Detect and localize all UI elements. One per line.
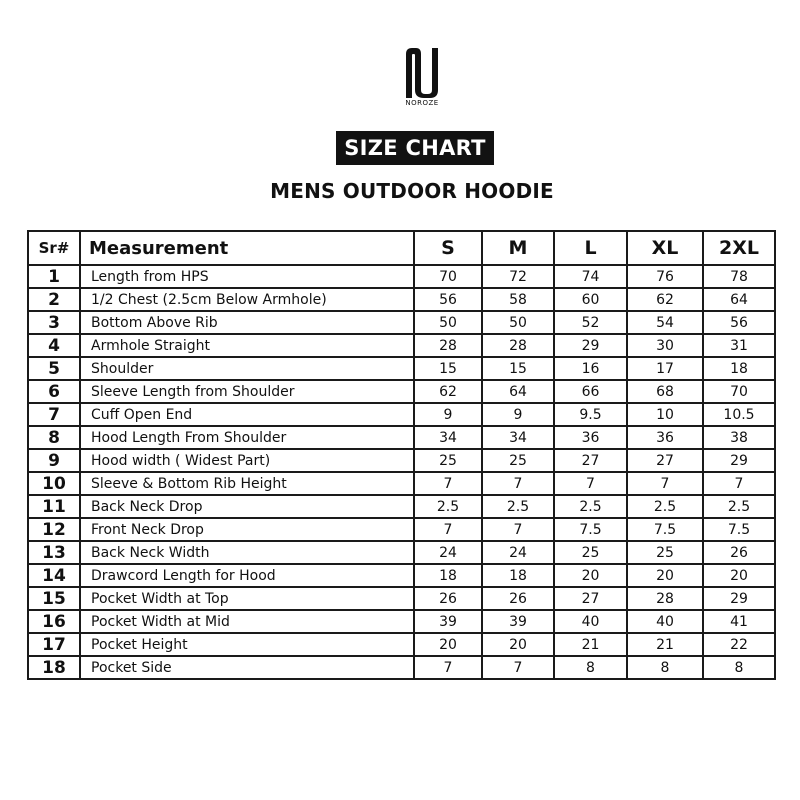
row-sr: 3 xyxy=(28,311,80,334)
table-row xyxy=(28,518,775,541)
header-measurement: Measurement xyxy=(80,231,414,265)
row-sr: 8 xyxy=(28,426,80,449)
row-value-m: 20 xyxy=(482,633,554,656)
row-value-xl: 7.5 xyxy=(627,518,703,541)
row-value-s: 50 xyxy=(414,311,482,334)
row-value-2xl: 70 xyxy=(703,380,775,403)
row-value-xl: 21 xyxy=(627,633,703,656)
table-row xyxy=(28,311,775,334)
row-value-2xl: 20 xyxy=(703,564,775,587)
table-row xyxy=(28,495,775,518)
row-value-xl: 30 xyxy=(627,334,703,357)
row-value-m: 50 xyxy=(482,311,554,334)
table-row xyxy=(28,288,775,311)
row-value-l: 2.5 xyxy=(554,495,627,518)
table-row xyxy=(28,656,775,679)
noroze-monogram-icon xyxy=(403,46,441,98)
row-value-xl: 40 xyxy=(627,610,703,633)
row-value-2xl: 26 xyxy=(703,541,775,564)
row-value-xl: 10 xyxy=(627,403,703,426)
row-value-xl: 7 xyxy=(627,472,703,495)
row-value-l: 21 xyxy=(554,633,627,656)
row-measurement: Drawcord Length for Hood xyxy=(80,564,414,587)
header-size-2xl: 2XL xyxy=(703,231,775,265)
row-value-xl: 8 xyxy=(627,656,703,679)
row-value-m: 2.5 xyxy=(482,495,554,518)
row-value-l: 60 xyxy=(554,288,627,311)
row-value-s: 28 xyxy=(414,334,482,357)
row-sr: 15 xyxy=(28,587,80,610)
row-value-xl: 17 xyxy=(627,357,703,380)
row-value-xl: 2.5 xyxy=(627,495,703,518)
table-row xyxy=(28,541,775,564)
row-value-m: 34 xyxy=(482,426,554,449)
row-value-2xl: 38 xyxy=(703,426,775,449)
brand-name: NOROZE xyxy=(405,99,439,107)
row-measurement: Pocket Side xyxy=(80,656,414,679)
row-measurement: Bottom Above Rib xyxy=(80,311,414,334)
row-value-s: 15 xyxy=(414,357,482,380)
row-sr: 12 xyxy=(28,518,80,541)
row-sr: 11 xyxy=(28,495,80,518)
row-sr: 2 xyxy=(28,288,80,311)
row-value-m: 9 xyxy=(482,403,554,426)
row-value-l: 52 xyxy=(554,311,627,334)
row-value-xl: 20 xyxy=(627,564,703,587)
row-sr: 4 xyxy=(28,334,80,357)
row-sr: 14 xyxy=(28,564,80,587)
row-value-m: 72 xyxy=(482,265,554,288)
row-value-s: 7 xyxy=(414,518,482,541)
row-value-m: 24 xyxy=(482,541,554,564)
row-value-l: 40 xyxy=(554,610,627,633)
row-value-m: 58 xyxy=(482,288,554,311)
table-row xyxy=(28,449,775,472)
row-value-2xl: 7.5 xyxy=(703,518,775,541)
row-value-2xl: 29 xyxy=(703,587,775,610)
row-value-xl: 28 xyxy=(627,587,703,610)
row-value-l: 8 xyxy=(554,656,627,679)
row-value-m: 26 xyxy=(482,587,554,610)
row-value-m: 39 xyxy=(482,610,554,633)
product-title: MENS OUTDOOR HOODIE xyxy=(270,179,554,203)
row-value-s: 34 xyxy=(414,426,482,449)
row-value-2xl: 7 xyxy=(703,472,775,495)
header-size-m: M xyxy=(482,231,554,265)
row-value-xl: 68 xyxy=(627,380,703,403)
row-measurement: Back Neck Width xyxy=(80,541,414,564)
row-value-s: 18 xyxy=(414,564,482,587)
row-value-2xl: 29 xyxy=(703,449,775,472)
table-row xyxy=(28,426,775,449)
row-value-xl: 36 xyxy=(627,426,703,449)
row-sr: 5 xyxy=(28,357,80,380)
row-measurement: Hood Length From Shoulder xyxy=(80,426,414,449)
row-value-m: 64 xyxy=(482,380,554,403)
row-value-2xl: 78 xyxy=(703,265,775,288)
row-value-l: 66 xyxy=(554,380,627,403)
table-row xyxy=(28,403,775,426)
row-sr: 9 xyxy=(28,449,80,472)
row-measurement: Back Neck Drop xyxy=(80,495,414,518)
table-row xyxy=(28,610,775,633)
row-value-s: 24 xyxy=(414,541,482,564)
row-value-2xl: 31 xyxy=(703,334,775,357)
table-header-row xyxy=(28,231,775,265)
row-sr: 7 xyxy=(28,403,80,426)
row-value-l: 7.5 xyxy=(554,518,627,541)
row-value-2xl: 10.5 xyxy=(703,403,775,426)
row-value-s: 2.5 xyxy=(414,495,482,518)
row-measurement: Length from HPS xyxy=(80,265,414,288)
row-value-2xl: 8 xyxy=(703,656,775,679)
row-value-s: 7 xyxy=(414,472,482,495)
row-value-2xl: 22 xyxy=(703,633,775,656)
row-value-m: 28 xyxy=(482,334,554,357)
row-sr: 17 xyxy=(28,633,80,656)
row-measurement: Sleeve Length from Shoulder xyxy=(80,380,414,403)
row-value-s: 20 xyxy=(414,633,482,656)
size-chart-table xyxy=(27,230,776,680)
row-value-m: 15 xyxy=(482,357,554,380)
row-value-m: 7 xyxy=(482,472,554,495)
table-row xyxy=(28,334,775,357)
row-value-xl: 54 xyxy=(627,311,703,334)
table-row xyxy=(28,472,775,495)
row-sr: 16 xyxy=(28,610,80,633)
row-measurement: Front Neck Drop xyxy=(80,518,414,541)
row-value-s: 25 xyxy=(414,449,482,472)
brand-logo xyxy=(386,46,458,116)
row-measurement: Sleeve & Bottom Rib Height xyxy=(80,472,414,495)
row-sr: 18 xyxy=(28,656,80,679)
row-measurement: Pocket Width at Mid xyxy=(80,610,414,633)
row-value-s: 70 xyxy=(414,265,482,288)
header-size-s: S xyxy=(414,231,482,265)
row-value-s: 56 xyxy=(414,288,482,311)
row-value-l: 16 xyxy=(554,357,627,380)
row-value-l: 27 xyxy=(554,587,627,610)
row-measurement: Shoulder xyxy=(80,357,414,380)
row-value-2xl: 2.5 xyxy=(703,495,775,518)
row-value-s: 9 xyxy=(414,403,482,426)
table-row xyxy=(28,357,775,380)
table-row xyxy=(28,265,775,288)
size-chart-banner: SIZE CHART xyxy=(336,131,494,165)
row-value-xl: 76 xyxy=(627,265,703,288)
header-size-xl: XL xyxy=(627,231,703,265)
table-row xyxy=(28,633,775,656)
row-value-2xl: 41 xyxy=(703,610,775,633)
row-value-xl: 62 xyxy=(627,288,703,311)
row-measurement: Pocket Height xyxy=(80,633,414,656)
row-value-m: 7 xyxy=(482,518,554,541)
row-value-xl: 27 xyxy=(627,449,703,472)
row-value-xl: 25 xyxy=(627,541,703,564)
row-value-l: 36 xyxy=(554,426,627,449)
table-row xyxy=(28,380,775,403)
header-size-l: L xyxy=(554,231,627,265)
row-value-l: 7 xyxy=(554,472,627,495)
row-value-l: 29 xyxy=(554,334,627,357)
table-row xyxy=(28,587,775,610)
row-value-s: 26 xyxy=(414,587,482,610)
row-value-2xl: 64 xyxy=(703,288,775,311)
row-value-2xl: 18 xyxy=(703,357,775,380)
row-sr: 6 xyxy=(28,380,80,403)
row-value-m: 7 xyxy=(482,656,554,679)
row-measurement: 1/2 Chest (2.5cm Below Armhole) xyxy=(80,288,414,311)
row-value-l: 74 xyxy=(554,265,627,288)
row-value-l: 20 xyxy=(554,564,627,587)
row-value-l: 9.5 xyxy=(554,403,627,426)
row-value-s: 7 xyxy=(414,656,482,679)
row-measurement: Armhole Straight xyxy=(80,334,414,357)
row-value-l: 25 xyxy=(554,541,627,564)
row-sr: 10 xyxy=(28,472,80,495)
row-value-2xl: 56 xyxy=(703,311,775,334)
row-sr: 1 xyxy=(28,265,80,288)
row-measurement: Hood width ( Widest Part) xyxy=(80,449,414,472)
row-measurement: Cuff Open End xyxy=(80,403,414,426)
row-measurement: Pocket Width at Top xyxy=(80,587,414,610)
row-sr: 13 xyxy=(28,541,80,564)
row-value-m: 25 xyxy=(482,449,554,472)
header-sr: Sr# xyxy=(28,231,80,265)
row-value-s: 39 xyxy=(414,610,482,633)
row-value-m: 18 xyxy=(482,564,554,587)
table-row xyxy=(28,564,775,587)
row-value-l: 27 xyxy=(554,449,627,472)
row-value-s: 62 xyxy=(414,380,482,403)
